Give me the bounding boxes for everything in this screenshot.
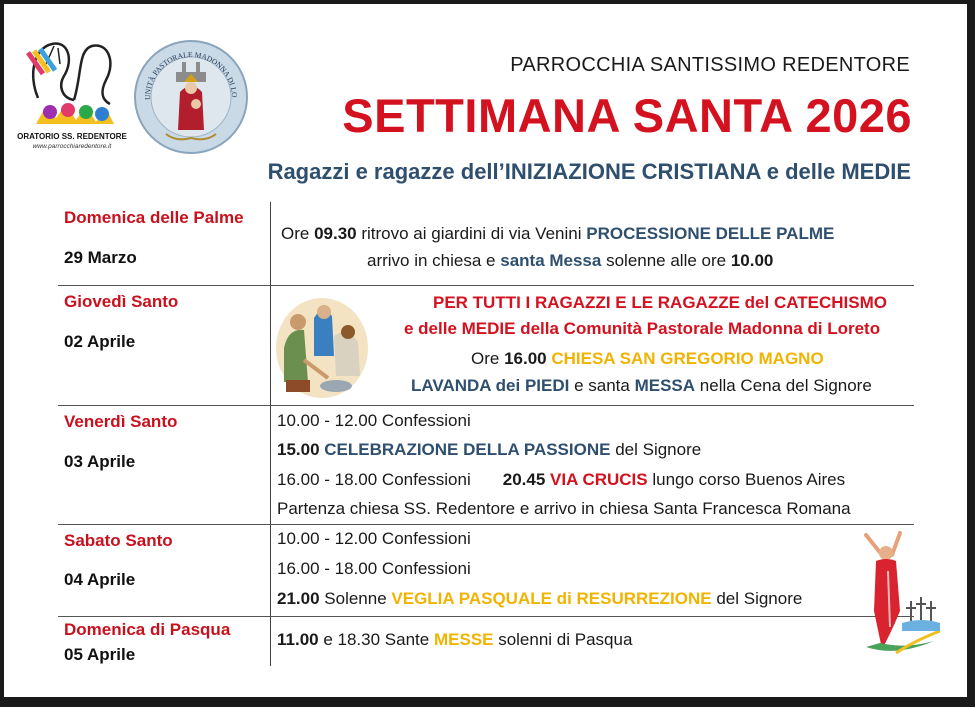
schedule-row-palme [58, 202, 914, 285]
time: 21.00 [277, 588, 320, 608]
time: 11.00 [277, 629, 319, 649]
info-line [411, 376, 872, 396]
day-cell [58, 202, 271, 285]
flyer [4, 4, 967, 697]
schedule-row-venerdi [58, 405, 914, 524]
text: Ore [281, 224, 315, 243]
info-cell [271, 616, 915, 666]
info-line [277, 470, 845, 490]
text: del Signore [610, 439, 702, 459]
info-line [367, 251, 773, 271]
text: Solenne [319, 588, 392, 608]
event-highlight: CELEBRAZIONE DELLA PASSIONE [319, 439, 611, 459]
text: arrivo in chiesa e [367, 251, 501, 270]
comunita-pastorale-logo [132, 38, 250, 156]
schedule-row-sabato [58, 524, 914, 616]
day-cell [58, 285, 271, 405]
day-name: Venerdì Santo [64, 411, 178, 431]
page-subtitle: Ragazzi e ragazze dell’INIZIAZIONE CRISTIANA e delle MEDIE [267, 159, 911, 184]
location-highlight: CHIESA SAN GREGORIO MAGNO [546, 348, 824, 368]
event-highlight: PROCESSIONE DELLE PALME [586, 224, 835, 243]
comunita-seal-icon [132, 38, 250, 156]
text: e 18.30 Sante [318, 629, 434, 649]
schedule-row-pasqua [58, 616, 914, 666]
oratorio-logo-url: www.parrocchiaredentore.it [32, 143, 112, 150]
event-highlight: santa Messa [500, 251, 602, 270]
event-highlight: VIA CRUCIS [545, 469, 648, 489]
info-line [281, 224, 834, 244]
day-date: 29 Marzo [64, 248, 137, 267]
text: 16.00 - 18.00 Confessioni [277, 469, 471, 489]
oratorio-logo [16, 34, 128, 156]
event-highlight: VEGLIA PASQUALE di RESURREZIONE [391, 588, 712, 608]
event-highlight: MESSE [433, 629, 494, 649]
text: ritrovo ai giardini di via Venini [356, 224, 587, 243]
day-cell [58, 405, 271, 524]
day-date: 05 Aprile [64, 644, 136, 664]
day-name: Domenica delle Palme [64, 208, 244, 227]
info-line [277, 589, 802, 609]
info-line: Partenza chiesa SS. Redentore e arrivo in chiesa Santa Francesca Romana [277, 498, 851, 518]
schedule-table [58, 202, 914, 666]
day-date: 02 Aprile [64, 331, 136, 351]
text: del Signore [711, 588, 803, 608]
time: 20.45 [502, 469, 546, 489]
washing-of-feet-illustration [274, 290, 370, 400]
event-highlight: MESSA [634, 375, 696, 395]
day-name: Giovedì Santo [64, 291, 179, 311]
info-cell [271, 405, 915, 524]
risen-christ-illustration [836, 531, 944, 661]
info-line: e delle MEDIE della Comunità Pastorale Madonna di Loreto [404, 318, 881, 338]
time: 10.00 [730, 251, 774, 270]
schedule-row-giovedi [58, 285, 914, 405]
oratorio-logo-caption: ORATORIO SS. REDENTORE [17, 132, 127, 141]
info-line [277, 440, 701, 460]
info-line [471, 349, 824, 369]
text: solenne alle ore [601, 251, 731, 270]
info-line: 10.00 - 12.00 Confessioni [277, 410, 471, 430]
time: 09.30 [314, 224, 357, 243]
text: solenni di Pasqua [493, 629, 633, 649]
text: e santa [569, 375, 635, 395]
text: Ore [471, 348, 505, 368]
day-cell [58, 616, 271, 666]
time: 15.00 [277, 439, 320, 459]
text: lungo corso Buenos Aires [647, 469, 846, 489]
info-cell [271, 524, 915, 616]
info-line: 10.00 - 12.00 Confessioni [277, 528, 471, 548]
day-cell [58, 524, 271, 616]
info-line: PER TUTTI I RAGAZZI E LE RAGAZZE del CATECHISMO [433, 292, 887, 312]
parish-name: PARROCCHIA SANTISSIMO REDENTORE [510, 54, 910, 76]
day-name: Sabato Santo [64, 530, 173, 550]
info-cell [271, 202, 915, 285]
day-date: 04 Aprile [64, 569, 136, 589]
info-line [277, 630, 632, 650]
comunita-seal-text: UNITÀ PASTORALE MADONNA DI LO [142, 49, 240, 101]
day-date: 03 Aprile [64, 451, 136, 471]
time: 16.00 [504, 348, 547, 368]
text: nella Cena del Signore [695, 375, 872, 395]
page-title: SETTIMANA SANTA 2026 [342, 89, 912, 142]
day-name: Domenica di Pasqua [64, 619, 231, 639]
event-highlight: LAVANDA dei PIEDI [411, 375, 570, 395]
oratorio-logo-icon [16, 34, 128, 130]
info-line: 16.00 - 18.00 Confessioni [277, 558, 471, 578]
info-cell [271, 285, 915, 405]
